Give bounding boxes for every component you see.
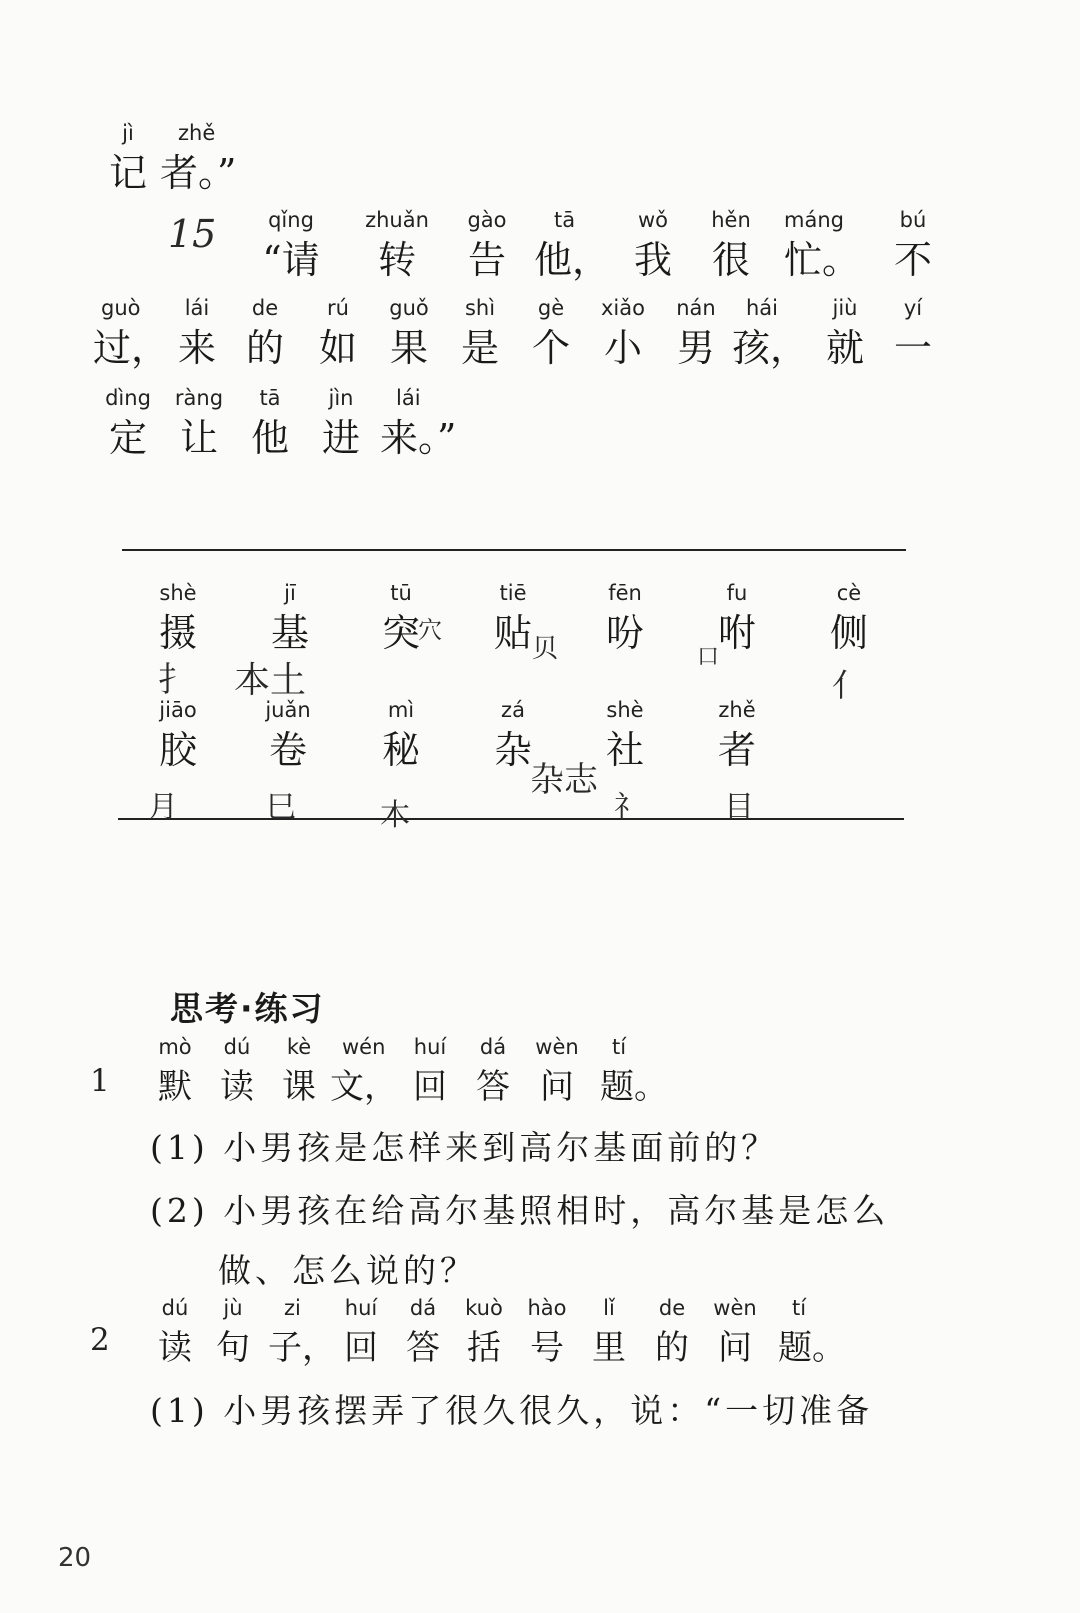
question-1-sub-1: (1) 小男孩是怎样来到高尔基面前的？ [150,1128,779,1167]
word: dú 读 [158,1296,192,1368]
page-number: 20 [58,1543,92,1573]
question-2-prompt [0,1293,1080,1383]
word: kè 课 [282,1035,316,1107]
vocab-word: jiāo 胶 [158,698,197,772]
word: huí 回 [413,1035,447,1107]
word: dá 答 [406,1296,440,1368]
word: wǒ 我 [633,208,672,282]
word: guò 过， [93,296,170,370]
handwritten-note: 穴 [418,616,442,644]
passage-line-2 [0,205,1080,295]
vocab-word: cè 侧 [829,581,868,655]
vocab-word: zhě 者 [717,698,756,772]
question-1-sub-2-line-2: 做、怎么说的？ [218,1251,477,1290]
handwritten-note: 亻 [832,666,865,704]
word: zhuǎn 转 [365,208,429,282]
vocab-word: tū 突 [381,581,420,655]
word: wén 文， [330,1035,398,1107]
vocab-bottom-rule [118,818,904,820]
word: tā 他， [534,208,611,282]
handwritten-note: 本土 [234,660,307,701]
handwritten-note: 木 [380,798,410,833]
word: guǒ 果 [389,296,429,370]
passage-line-4 [0,383,1080,473]
vocab-word: jī 基 [270,581,309,655]
handwritten-paragraph-number: 15 [168,212,217,256]
word: máng 忙。 [784,208,861,282]
word: jì 记 [108,121,147,195]
word: shì 是 [460,296,499,370]
word: kuò 括 [465,1296,503,1368]
word: jiù 就 [825,296,864,370]
vocab-word: zá 杂 [493,698,532,772]
word: nán 男 [676,296,716,370]
question-2-sub-1: (1) 小男孩摆弄了很久很久，说：“一切准备 [150,1391,874,1430]
word: lái 来。” [380,386,457,460]
handwritten-note: 礻 [614,790,644,825]
handwritten-note: 杂志 [530,760,598,800]
word: lái 来 [177,296,216,370]
word: jìn 进 [321,386,360,460]
word: lǐ 里 [592,1296,626,1368]
question-1-prompt [0,1032,1080,1122]
handwritten-note: 目 [724,790,754,825]
question-number-1: 1 [90,1063,110,1099]
word: de 的 [245,296,284,370]
handwritten-note: 扌 [158,660,192,700]
word: wèn 问 [535,1035,579,1107]
word: hái 孩， [732,296,809,370]
word: qǐng “请 [262,208,320,282]
word: hào 号 [527,1296,567,1368]
word: xiǎo 小 [601,296,645,370]
word: zi 子， [268,1296,336,1368]
word: tā 他 [250,386,289,460]
word: huí 回 [344,1296,378,1368]
word: dìng 定 [105,386,151,460]
word: zhě 者。” [160,121,237,195]
passage-line-1 [0,118,1080,208]
question-1-sub-2-line-1: (2) 小男孩在给高尔基照相时，高尔基是怎么 [150,1191,890,1230]
word: yí 一 [893,296,932,370]
word: hěn 很 [711,208,751,282]
question-number-2: 2 [90,1322,110,1358]
vocab-word: tiē 贴 [493,581,532,655]
section-title: 思考·练习 [170,989,325,1028]
handwritten-note: 月 [148,790,178,825]
vocab-word: fu 咐 [717,581,756,655]
vocab-word: fēn 吩 [605,581,644,655]
word: dá 答 [476,1035,510,1107]
vocab-word: juǎn 卷 [265,698,311,772]
word: de 的 [655,1296,689,1368]
word: ràng 让 [174,386,224,460]
word: jù 句 [216,1296,250,1368]
handwritten-note: 贝 [532,634,559,664]
word: wèn 问 [713,1296,757,1368]
handwritten-note: 巳 [266,790,296,825]
word: gào 告 [467,208,507,282]
handwritten-note: 口 [697,645,720,670]
word: rú 如 [318,296,357,370]
passage-line-3 [0,293,1080,383]
vocab-word: shè 社 [605,698,644,772]
word: tí 题。 [600,1035,668,1107]
word: dú 读 [220,1035,254,1107]
word: gè 个 [531,296,570,370]
word: bú 不 [893,208,932,282]
vocab-word: mì 秘 [381,698,420,772]
word: mò 默 [158,1035,192,1107]
vocab-word: shè 摄 [158,581,197,655]
word: tí 题。 [778,1296,846,1368]
vocab-top-rule [122,549,906,551]
